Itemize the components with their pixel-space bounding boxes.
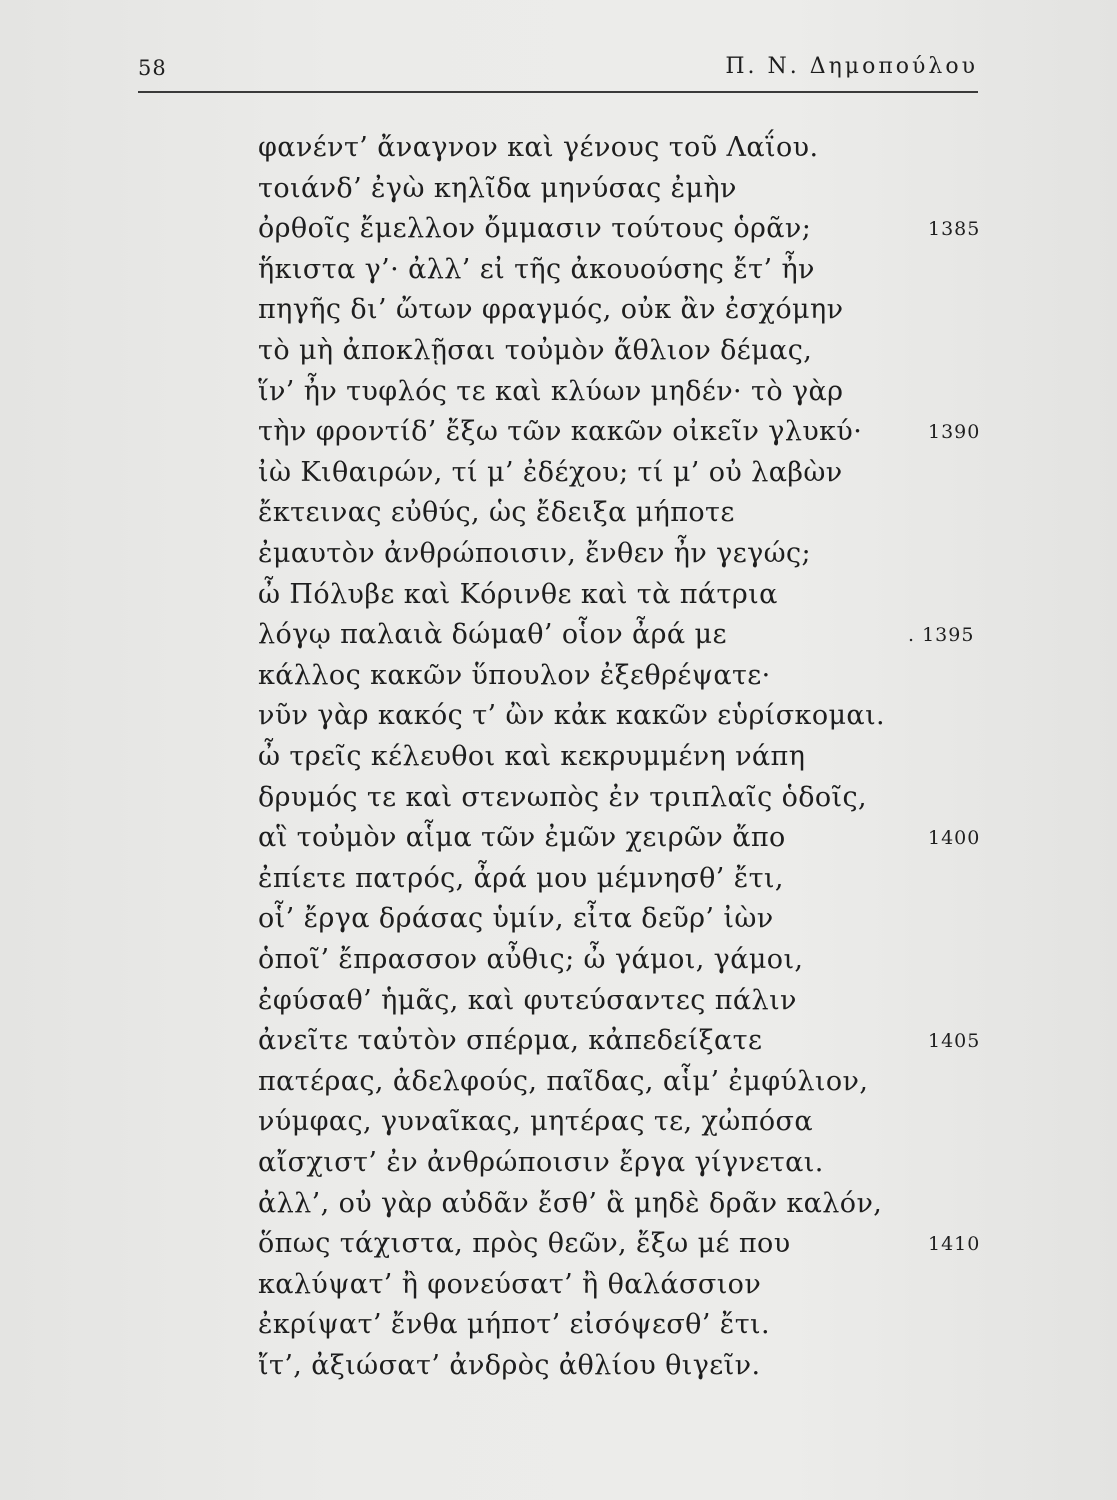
page-number: 58 <box>138 56 167 80</box>
verse-line <box>0 374 1117 414</box>
verse-text: οἷ’ ἔργα δράσας ὑμίν, εἶτα δεῦρ’ ἰὼν <box>258 903 774 935</box>
verse-text: ὅπως τάχιστα, πρὸς θεῶν, ἔξω μέ που <box>258 1228 791 1260</box>
verse-text: τοιάνδ’ ἐγὼ κηλῖδα μηνύσας ἐμὴν <box>258 172 737 204</box>
verse-line <box>0 495 1117 535</box>
verse-text: ἀλλ’, οὐ γὰρ αὐδᾶν ἔσθ’ ἃ μηδὲ δρᾶν καλόν, <box>258 1187 883 1219</box>
verse-text: ἰὼ Κιθαιρών, τί μ’ ἐδέχου; τί μ’ οὐ λαβὼν <box>258 456 843 488</box>
verse-line <box>0 211 1117 251</box>
verse-line <box>0 577 1117 617</box>
verse-text: πηγῆς δι’ ὤτων φραγμός, οὐκ ἂν ἐσχόμην <box>258 294 844 326</box>
verse-text: νύμφας, γυναῖκας, μητέρας τε, χὠπόσα <box>258 1106 813 1138</box>
running-head: Π. Ν. Δημοπούλου <box>725 54 978 79</box>
verse-line <box>0 1064 1117 1104</box>
verse-line <box>0 455 1117 495</box>
line-number: 1385 <box>928 218 981 241</box>
verse-text: νῦν γὰρ κακός τ’ ὢν κἀκ κακῶν εὑρίσκομαι. <box>258 700 886 732</box>
verse-line <box>0 171 1117 211</box>
verse-text: αἴσχιστ’ ἐν ἀνθρώποισιν ἔργα γίγνεται. <box>258 1147 824 1178</box>
verse-line <box>0 1186 1117 1226</box>
verse-line <box>0 780 1117 820</box>
verse-text: ὁποῖ’ ἔπρασσον αὖθις; ὦ γάμοι, γάμοι, <box>258 944 804 975</box>
verse-text: ὦ τρεῖς κέλευθοι καὶ κεκρυμμένη νάπη <box>258 741 806 772</box>
header-rule <box>138 91 978 93</box>
verse-text: ὦ Πόλυβε καὶ Κόρινθε καὶ τὰ πάτρια <box>258 578 778 610</box>
verse-line <box>0 1307 1117 1347</box>
line-number: 1400 <box>928 827 981 850</box>
verse-line <box>0 658 1117 698</box>
verse-text: ὀρθοῖς ἔμελλον ὄμμασιν τούτους ὁρᾶν; <box>258 213 812 245</box>
verse-text: φανέντ’ ἄναγνον καὶ γένους τοῦ Λαΐου. <box>258 132 819 163</box>
verse-line <box>0 1267 1117 1307</box>
verse-line <box>0 1023 1117 1063</box>
verse-text: κάλλος κακῶν ὕπουλον ἐξεθρέψατε· <box>258 659 771 691</box>
verse-line <box>0 536 1117 576</box>
verse-line <box>0 901 1117 941</box>
verse-line <box>0 130 1117 170</box>
verse-line <box>0 333 1117 373</box>
line-number: 1390 <box>928 421 981 444</box>
verse-text: τὴν φροντίδ’ ἔξω τῶν κακῶν οἰκεῖν γλυκύ· <box>258 416 863 448</box>
verse-line <box>0 292 1117 332</box>
verse-text: αἳ τοὐμὸν αἷμα τῶν ἐμῶν χειρῶν ἄπο <box>258 822 786 854</box>
page-header <box>138 52 978 88</box>
verse-text: καλύψατ’ ἢ φονεύσατ’ ἢ θαλάσσιον <box>258 1268 762 1300</box>
verse-text: ἵν’ ἦν τυφλός τε καὶ κλύων μηδέν· τὸ γὰρ <box>258 375 844 407</box>
verse-line <box>0 1145 1117 1185</box>
verse-line <box>0 698 1117 738</box>
verse-text: ἐκρίψατ’ ἔνθα μήποτ’ εἰσόψεσθ’ ἔτι. <box>258 1309 770 1341</box>
verse-text: ἴτ’, ἀξιώσατ’ ἀνδρὸς ἀθλίου θιγεῖν. <box>258 1350 761 1381</box>
verse-text: πατέρας, ἀδελφούς, παῖδας, αἷμ’ ἐμφύλιον, <box>258 1065 869 1097</box>
verse-text: δρυμός τε καὶ στενωπὸς ἐν τριπλαῖς ὁδοῖς, <box>258 781 868 813</box>
verse-line <box>0 861 1117 901</box>
verse-text: ἐφύσαθ’ ἡμᾶς, καὶ φυτεύσαντες πάλιν <box>258 984 797 1016</box>
verse-text: ἔκτεινας εὐθύς, ὡς ἔδειξα μήποτε <box>258 497 735 529</box>
verse-line <box>0 983 1117 1023</box>
line-number: 1405 <box>928 1030 981 1053</box>
verse-line <box>0 414 1117 454</box>
verse-line <box>0 617 1117 657</box>
verse-text: τὸ μὴ ἀποκλῇσαι τοὐμὸν ἄθλιον δέμας, <box>258 335 813 366</box>
verse-text: ἥκιστα γ’· ἀλλ’ εἰ τῆς ἀκουούσης ἔτ’ ἦν <box>258 253 815 285</box>
line-number: . 1395 <box>908 624 975 647</box>
verse-text: λόγῳ παλαιὰ δώμαθ’ οἷον ἆρά με <box>258 619 727 651</box>
verse-line <box>0 1226 1117 1266</box>
verse-line <box>0 739 1117 779</box>
verse-line <box>0 1348 1117 1388</box>
verse-line <box>0 252 1117 292</box>
verse-text: ἐπίετε πατρός, ἆρά μου μέμνησθ’ ἔτι, <box>258 862 784 894</box>
line-number: 1410 <box>928 1233 981 1256</box>
verse-line <box>0 1104 1117 1144</box>
verse-text: ἀνεῖτε ταὐτὸν σπέρμα, κἀπεδείξατε <box>258 1025 763 1057</box>
verse-text: ἐμαυτὸν ἀνθρώποισιν, ἔνθεν ἦν γεγώς; <box>258 538 812 569</box>
verse-line <box>0 942 1117 982</box>
verse-line <box>0 820 1117 860</box>
